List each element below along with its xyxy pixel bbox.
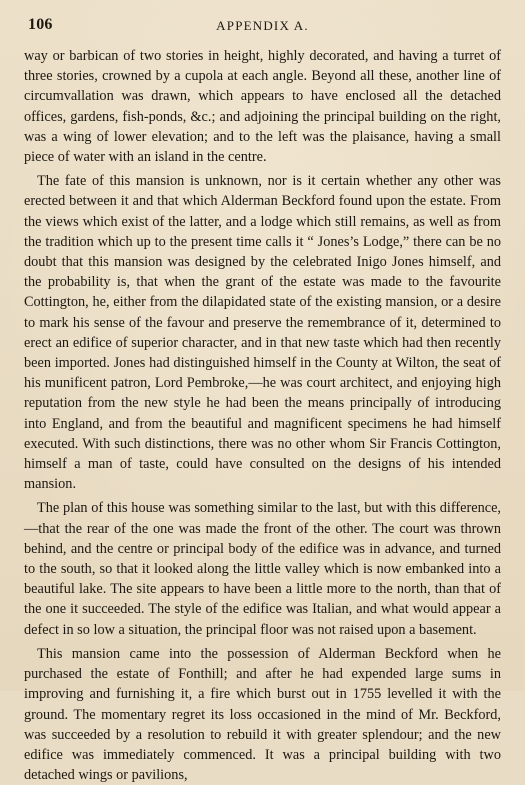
paragraph-plan-of-house: The plan of this house was something similar to the last, but with this difference,—that the rear of the one was made the front of the other. The court was thrown behind, and the centre or principal body of the edifice was in advance, and turned to the south, so that it looked along the little valley which is now embanked into a beautiful lake. The site appears to have been a little more to the north, than that of the one it succeeded. The style of the edifice was Italian, and what would appear a defect in so low a situation, the principal floor was not raised upon a basement.: [24, 500, 501, 638]
paragraph-continuation: way or barbican of two stories in height, highly decorated, and having a turret of three stories, crowned by a cupola at each angle. Beyond all these, another line of circumvallation was drawn, which appears to have enclosed all the detached offices, gardens, fish-ponds, &c.; and adjoining the principal building on the right, was a wing of lower elevation; and to the left was the plaisance, having a small piece of water with an island in the centre.: [24, 48, 501, 166]
page-number: 106: [28, 16, 53, 33]
page-header: [24, 14, 501, 36]
body-text: [24, 46, 501, 785]
running-head: APPENDIX A.: [216, 18, 309, 33]
paragraph-beckford-possession: This mansion came into the possession of Alderman Beckford when he purchased the estate of Fonthill; and after he had expended large sums in improving and furnishing it, a fire which burst out in 1755 levelled it with the ground. The momentary regret its loss occasioned in the mind of Mr. Beckford, was succeeded by a resolution to rebuild it with greater splendour; and the new edifice was immediately commenced. It was a principal building with two detached wings or pavilions,: [24, 645, 501, 784]
paragraph-fate-of-mansion: The fate of this mansion is unknown, nor is it certain whether any other was erected between it and that which Alderman Beckford found upon the estate. From the views which exist of the latter, and a lodge which still remains, as well as from the tradition which up to the present time calls it “ Jones’s Lodge,” there can be no doubt that this mansion was designed by the celebrated Inigo Jones himself, and the probability is, that when the grant of the estate was made to the favourite Cottington, he, either from the dilapidated state of the existing mansion, or a desire to mark his sense of the favour and preserve the remembrance of it, determined to erect an edifice of superior character, and in that new taste which had then recently been imported. Jones had distinguished himself in the County at Wilton, the seat of his munificent patron, Lord Pembroke,—he was court architect, and enjoying high reputation from the new style he had been the means principally of introducing into England, and from the beautiful and magnificent specimens he had himself executed. With such distinctions, there was no other whom Sir Francis Cottington, himself a man of taste, could have consulted on the designs of his intended mansion.: [24, 173, 501, 493]
